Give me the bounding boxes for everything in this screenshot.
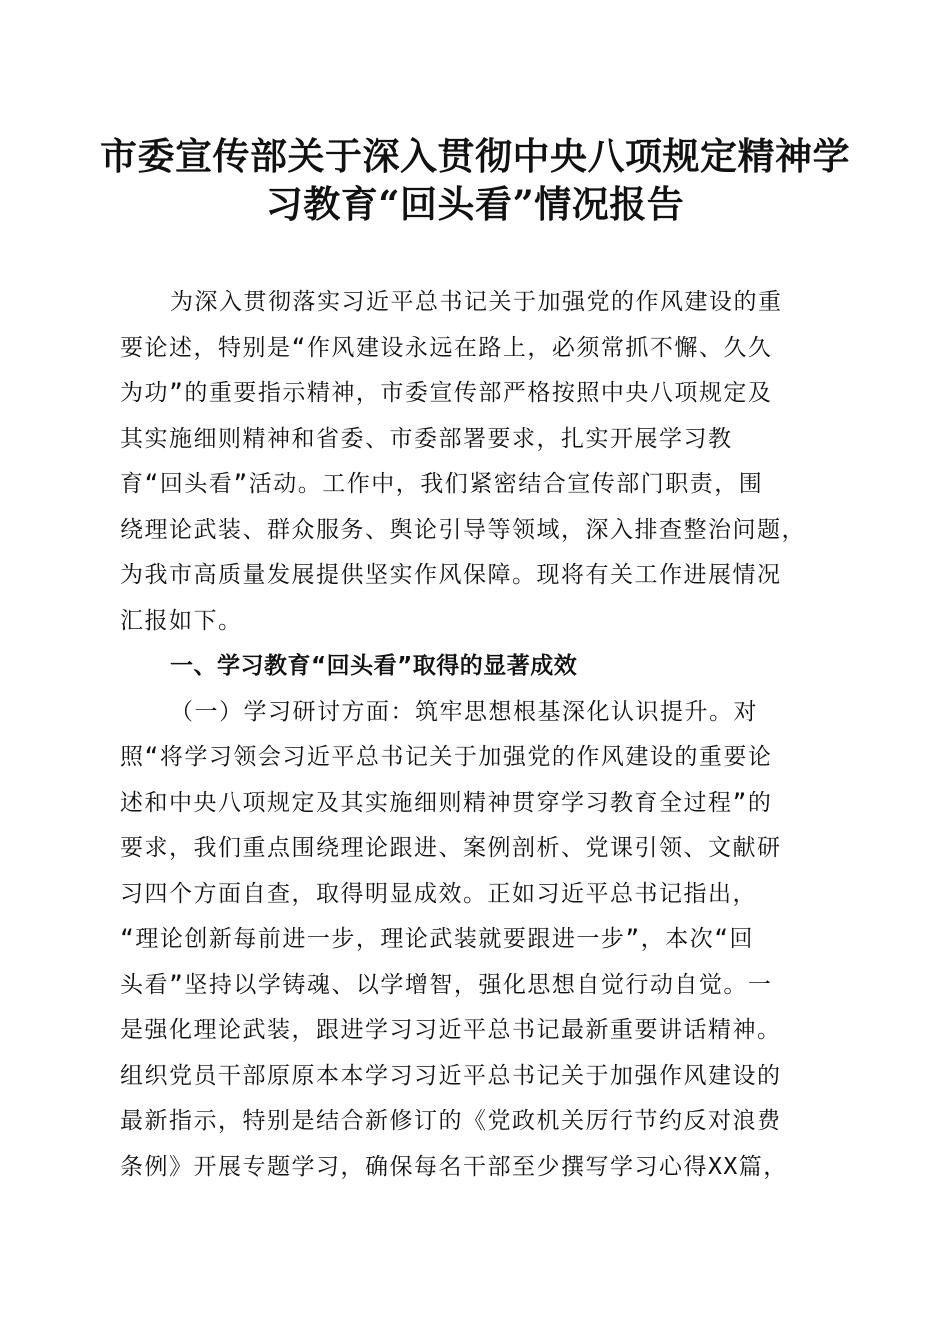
- paragraph-1-line: 其实施细则精神和省委、市委部署要求，扎实开展学习教: [120, 425, 733, 452]
- paragraph-1-line: 为功”的重要指示精神，市委宣传部严格按照中央八项规定及: [120, 380, 773, 406]
- paragraph-2-line: 最新指示，特别是结合新修订的《党政机关厉行节约反对浪费: [120, 1108, 782, 1134]
- paragraph-2-line: 头看”坚持以学铸魂、以学增智，强化思想自觉行动自觉。一: [120, 971, 773, 998]
- paragraph-1-line: 要论述，特别是“作风建设永远在路上，必须常抓不懈、久久: [120, 334, 773, 361]
- paragraph-2-line: 照“将学习领会习近平总书记关于加强党的作风建设的重要论: [120, 744, 773, 770]
- paragraph-2-line: “理论创新每前进一步，理论武装就要跟进一步”，本次“回: [120, 926, 755, 952]
- paragraph-2-line: 条例》开展专题学习，确保每名干部至少撰写学习心得XX篇，: [120, 1153, 788, 1180]
- document-title: [100, 132, 850, 228]
- paragraph-1-line: 汇报如下。: [120, 607, 243, 634]
- paragraph-1-line: 绕理论武装、群众服务、舆论引导等领域，深入排查整治问题，: [120, 516, 806, 543]
- paragraph-2-line: 习四个方面自查，取得明显成效。正如习近平总书记指出，: [120, 880, 757, 907]
- paragraph-1-line: 为我市高质量发展提供坚实作风保障。现将有关工作进展情况: [120, 562, 782, 588]
- paragraph-1-line: 育“回头看”活动。工作中，我们紧密结合宣传部门职责，围: [120, 471, 764, 497]
- paragraph-2-line: 是强化理论武装，跟进学习习近平总书记最新重要讲话精神。: [120, 1017, 782, 1043]
- paragraph-2-line: 组织党员干部原原本本学习习近平总书记关于加强作风建设的: [120, 1062, 782, 1089]
- paragraph-2-line: （一）学习研讨方面：筑牢思想根基深化认识提升。对: [170, 698, 758, 725]
- document-body: [120, 280, 832, 1190]
- title-line-2: 习教育“回头看”情况报告: [265, 182, 685, 226]
- paragraph-1-line: 为深入贯彻落实习近平总书记关于加强党的作风建设的重: [170, 289, 783, 315]
- paragraph-2-line: 述和中央八项规定及其实施细则精神贯穿学习教育全过程”的: [120, 789, 773, 816]
- paragraph-2-line: 要求，我们重点围绕理论跟进、案例剖析、党课引领、文献研: [120, 835, 782, 861]
- title-line-1: 市委宣传部关于深入贯彻中央八项规定精神学: [100, 134, 850, 178]
- section-1-heading: 一、学习教育“回头看”取得的显著成效: [170, 653, 578, 679]
